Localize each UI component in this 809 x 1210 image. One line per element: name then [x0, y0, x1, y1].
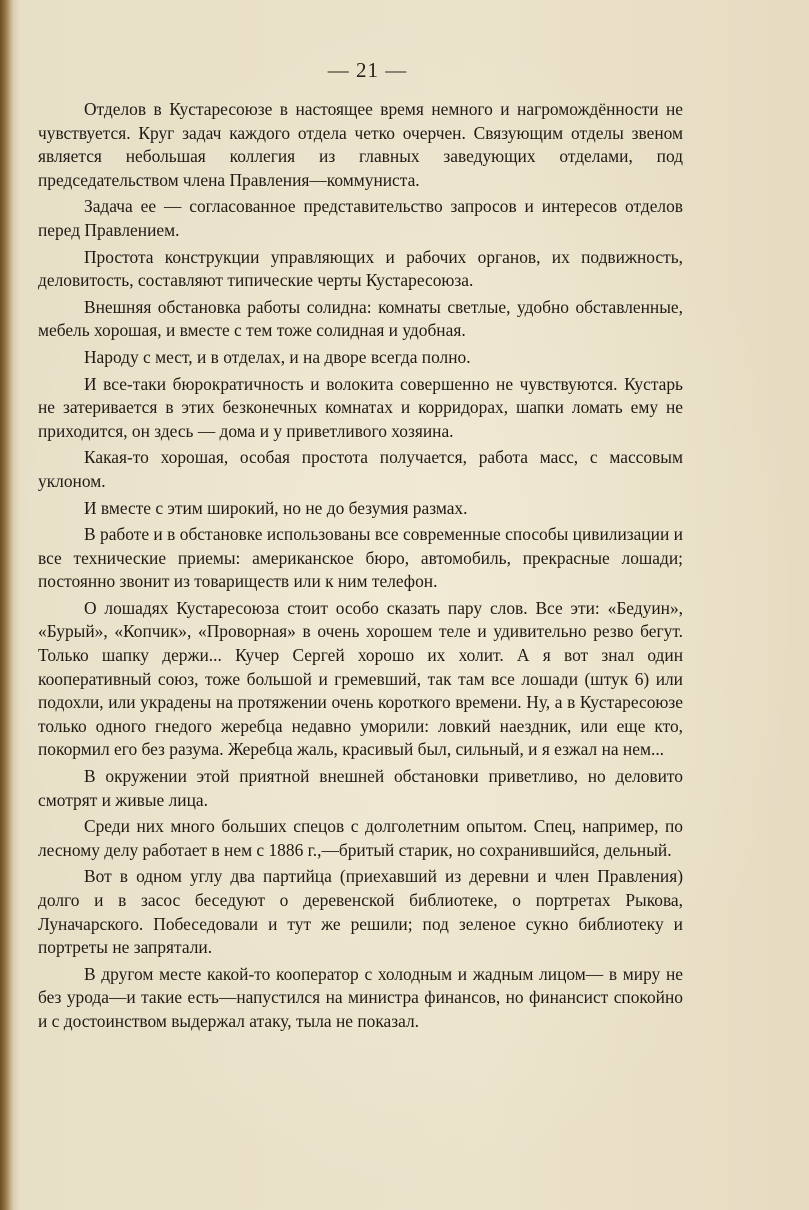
paragraph: Внешняя обстановка работы солидна: комнаты светлые, удобно обставленные, мебель хорошая, и вместе с тем тоже солидная и удобная. [38, 296, 683, 341]
paragraph: Отделов в Кустаресоюзе в настоящее время немного и нагромождённости не чувствуется. Круг задач каждого отдела четко очерчен. Связующим отделы звеном является небольшая коллегия из главных заведующих отделами, под председательством члена Правления—коммуниста. [38, 99, 683, 190]
paragraph: В работе и в обстановке использованы все современные способы цивилизации и все технические приемы: американское бюро, автомобиль, прекрасные лошади; постоянно звонит из товариществ или к ним телефон. [38, 524, 683, 592]
paragraph: Вот в одном углу два партийца (приехавший из деревни и член Правления) долго и в засос беседуют о деревенской библиотеке, о портретах Рыкова, Луначарского. Побеседовали и тут же решили; под зеленое сукно библиотеку и портреты не запрятали. [38, 866, 683, 958]
book-spine-shadow [0, 0, 14, 1210]
body-text [38, 98, 683, 1037]
paragraph: В окружении этой приятной внешней обстановки приветливо, но деловито смотрят и живые лица. [38, 766, 683, 810]
paragraph: Задача ее — согласованное представительство запросов и интересов отделов перед Правлением. [38, 196, 683, 240]
paragraph: И все-таки бюрократичность и волокита совершенно не чувствуются. Кустарь не затеривается в этих безконечных комнатах и корридорах, шапки ломать ему не приходится, он здесь — дома и у приветливого хозяина. [38, 373, 683, 441]
paragraph: И вместе с этим широкий, но не до безумия размах. [84, 497, 468, 518]
paragraph: О лошадях Кустаресоюза стоит особо сказать пару слов. Все эти: «Бедуин», «Бурый», «Копчик», «Проворная» в очень хорошем теле и удивительно резво бегут. Только шапку держи... Кучер Сергей хорошо их холит. А я вот знал один кооперативный союз, тоже большой и гремевший, так там все лошади (штук 6) или подохли, или украдены на протяжении очень короткого времени. Ну, а в Кустаресоюзе только одного гнедого жеребца недавно уморили: ловкий наездник, или еще кто, покормил его без разума. Жеребца жаль, красивый был, сильный, и я езжал на нем... [38, 597, 683, 760]
paragraph: Простота конструкции управляющих и рабочих органов, их подвижность, деловитость, составляют типические черты Кустаресоюза. [38, 246, 683, 291]
page-number: — 21 — [327, 58, 408, 82]
paragraph: Народу с мест, и в отделах, и на дворе всегда полно. [84, 346, 471, 367]
paragraph: Какая-то хорошая, особая простота получается, работа масс, с массовым уклоном. [38, 447, 683, 491]
paragraph: Среди них много больших спецов с долголетним опытом. Спец, например, по лесному делу работает в нем с 1886 г.,—бритый старик, но сохранившийся, дельный. [38, 816, 683, 860]
paragraph: В другом месте какой-то кооператор с холодным и жадным лицом— в миру не без урода—и такие есть—напустился на министра финансов, но финансист спокойно и с достоинством выдержал атаку, тыла не показал. [38, 963, 683, 1031]
